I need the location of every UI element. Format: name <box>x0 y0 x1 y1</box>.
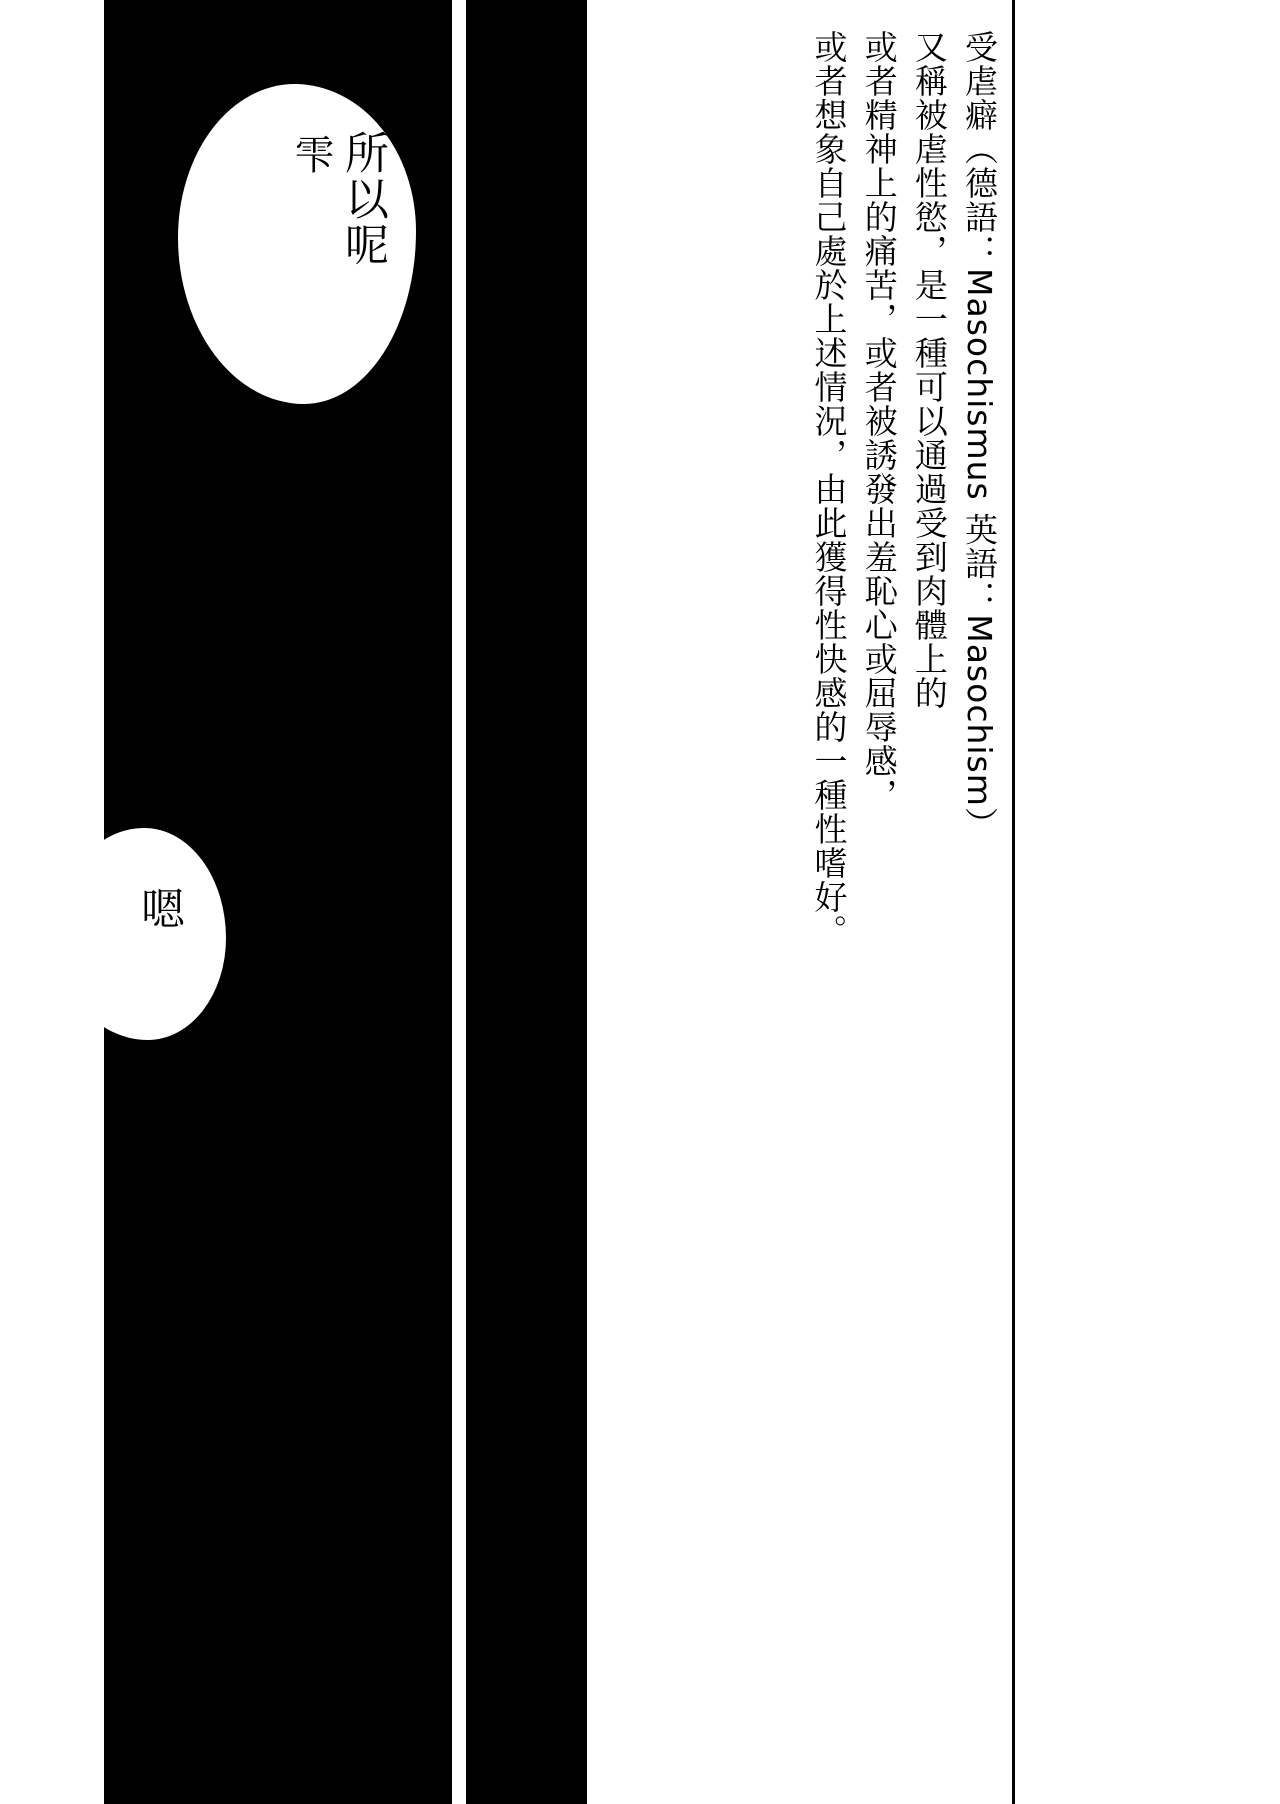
article-line: 或者想象自己處於上述情況，由此獲得性快感的一種性嗜好。 <box>809 30 849 948</box>
article-line: 又稱被虐性慾，是一種可以通過受到肉體上的 <box>909 30 949 710</box>
article-line: 或者精神上的痛苦，或者被誘發出羞恥心或屈辱感， <box>859 30 899 812</box>
article-text-block <box>592 30 1004 1770</box>
source-citation: 「受虐狂」「自由的百科全書 維基百科日語版」2024年4月14日（日）14:13 UTC URL https://ja.wikipedia.org <box>558 258 588 1522</box>
balloon-line: 所以呢 <box>337 130 388 268</box>
page-border-rule-right <box>1012 0 1015 1804</box>
article-line: 受虐癖（德語：Masochismus 英語：Masochism） <box>960 30 999 841</box>
balloon-line: 雫 <box>288 134 334 176</box>
speech-balloon-mm <box>56 828 226 1040</box>
balloon-line: 嗯 <box>133 886 184 932</box>
